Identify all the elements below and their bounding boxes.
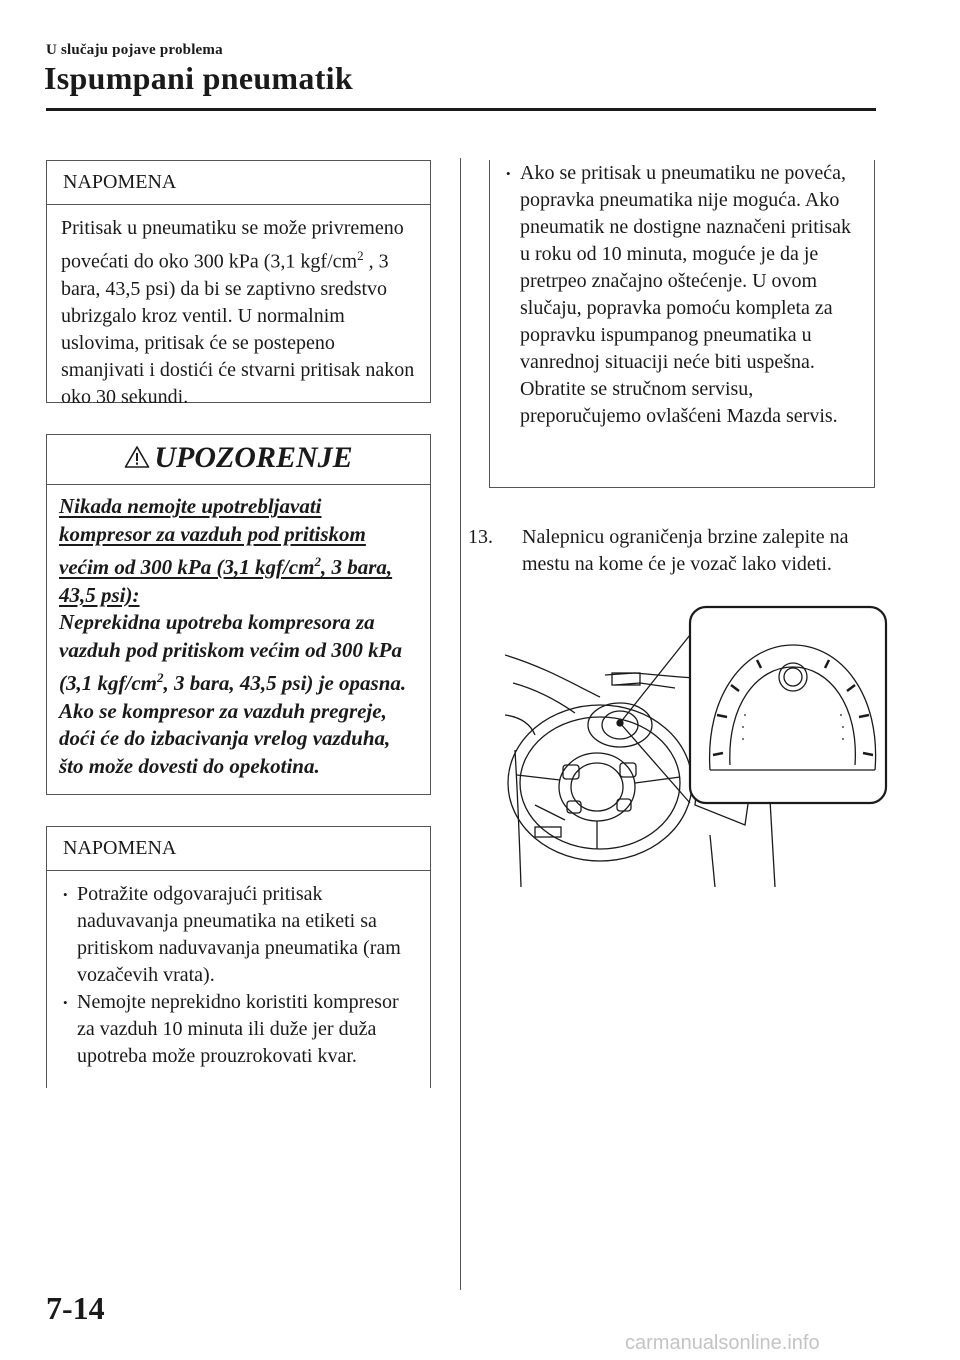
section-label: U slučaju pojave problema [46, 42, 223, 58]
note-box-pressure [46, 160, 431, 408]
column-divider [460, 158, 461, 1290]
step-text: Nalepnicu ograničenja brzine zalepite na mestu na kome će je vozač lako videti. [522, 526, 849, 575]
note-box-usage [46, 826, 431, 1088]
warning-text [47, 485, 430, 780]
page-number: 7-14 [46, 1290, 105, 1326]
warning-subheading: Nikada nemojte upotrebljavati kompresor za vazduh pod pritiskom većim od 300 kPa (3,1 kgf/$cm^2$, 3 bara, 43,5 psi): [59, 494, 393, 607]
note-heading: NAPOMENA [47, 161, 430, 205]
warning-body-text: Neprekidna upotreba kompresora za vazduh pod pritiskom većim od 300 kPa (3,1 kgf/$cm^2$, 3 bara, 43,5 psi) je opasna. Ako se kompresor za vazduh pregreje, doći će do izbacivanja vrelog vazduha, što može dovesti do opekotina. [59, 610, 407, 778]
list-item: • Ako se pritisak u pneumatiku ne poveća, popravka pneumatika nije moguća. Ako pneumatik ne dostigne naznačeni pritisak u roku od 10 minuta, moguće je da je pretrpeo značajno oštećenje. U ovom slučaju, popravka pomoću kompleta za popravku ispumpanog pneumatika u vanrednoj situaciji neće biti uspešna. Obratite se stručnom servisu, preporučujemo ovlašćeni Mazda servis. [504, 160, 860, 430]
warning-triangle-icon [124, 445, 150, 469]
note-heading: NAPOMENA [47, 827, 430, 871]
note-text: Pritisak u pneumatiku se može privremeno povećati do oko 300 kPa (3,1 kgf/$cm^2$ , 3 bara, 43,5 psi) da bi se zaptivno sredstvo ubrizgalo kroz ventil. U normalnim uslovima, pritisak će se postepeno smanjivati i dostići će stvarni pritisak nakon oko 30 sekundi. [61, 217, 415, 408]
list-item: • Nemojte neprekidno koristiti kompresor za vazduh 10 minuta ili duže jer duža upotreba može prouzrokovati kvar. [61, 989, 416, 1070]
step-number: 13. [468, 526, 493, 548]
warning-box [46, 434, 431, 795]
title-rule [46, 108, 876, 111]
step-13 [468, 524, 868, 578]
footer-watermark: carmanualsonline.info [625, 1332, 820, 1354]
list-item: • Potražite odgovarajući pritisak naduvavanja pneumatika na etiketi sa pritiskom naduvavanja pneumatika (ram vozačevih vrata). [61, 881, 416, 989]
page-title: Ispumpani pneumatik [44, 60, 353, 96]
speed-label-illustration [505, 605, 890, 887]
note-box-continued [489, 160, 875, 488]
warning-heading: UPOZORENJE [47, 435, 430, 485]
